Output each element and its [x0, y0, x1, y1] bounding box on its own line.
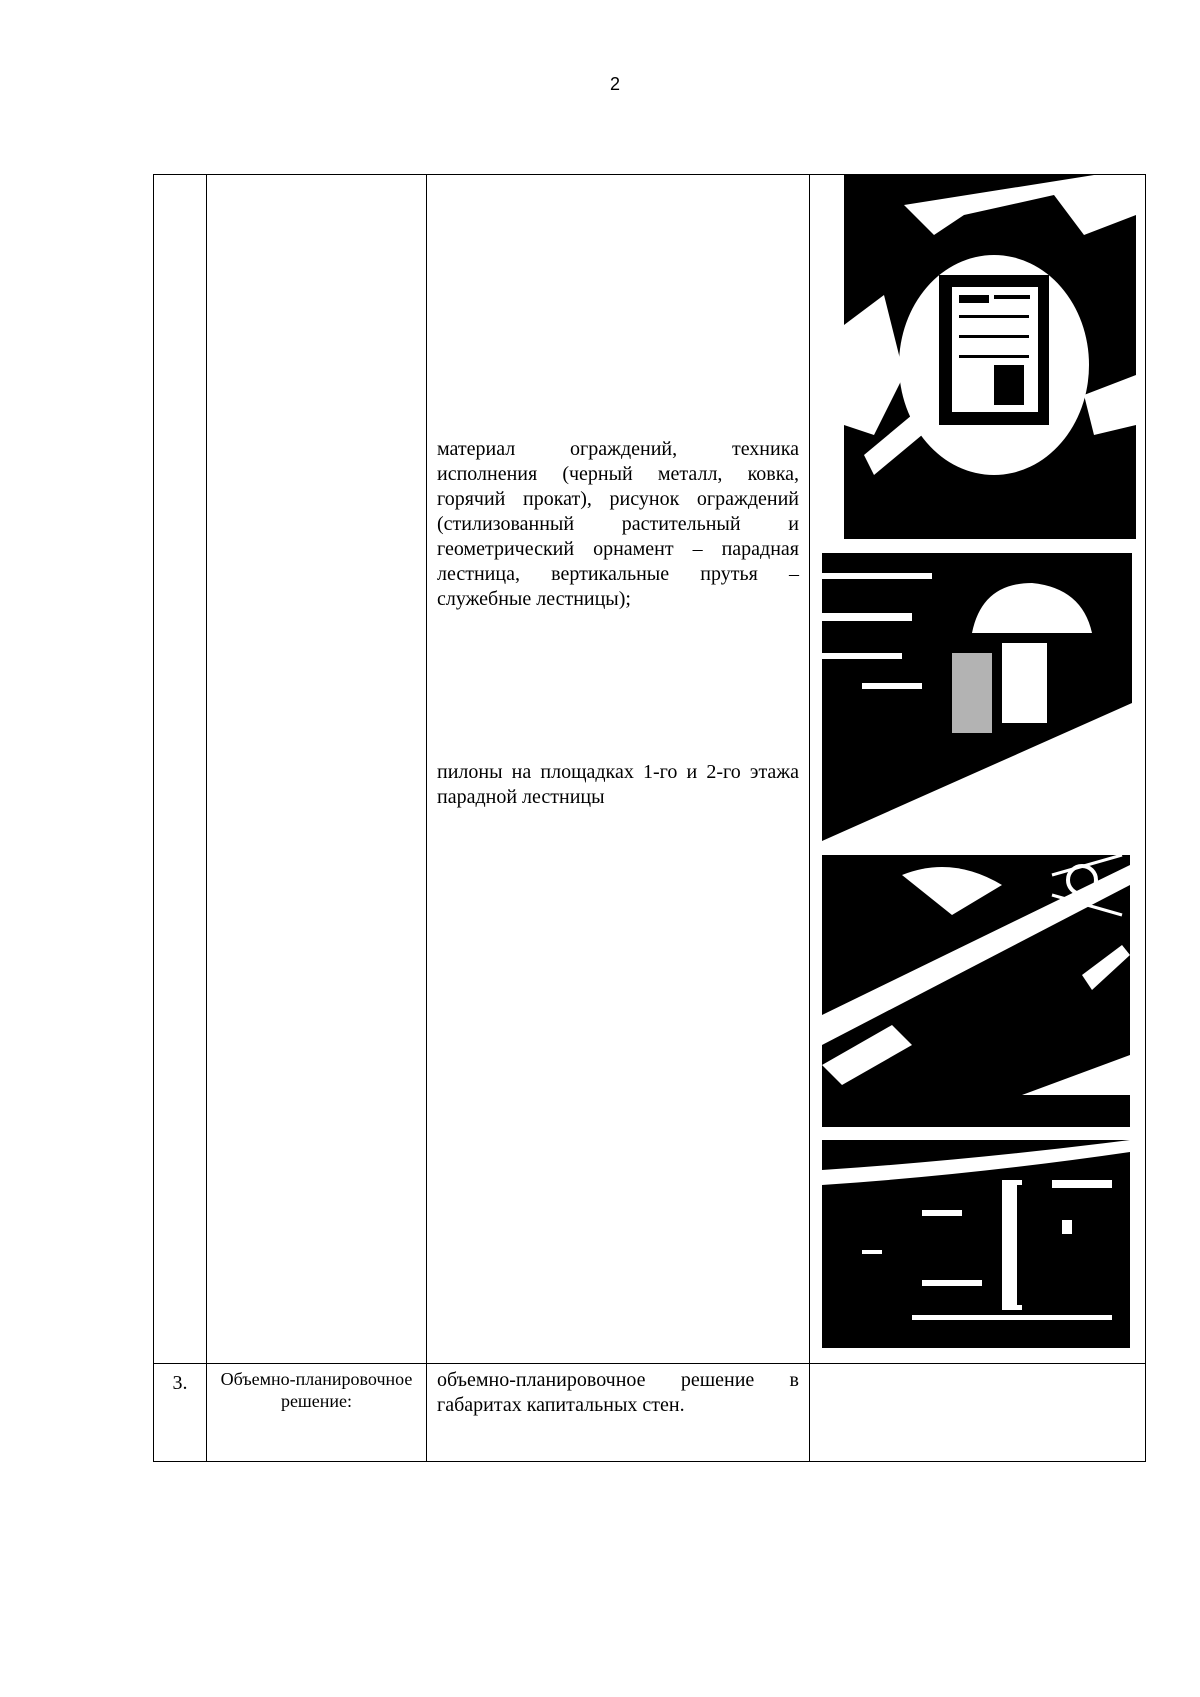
staircase-ceiling-photo: [844, 175, 1136, 539]
table-row: [154, 1364, 1146, 1462]
row-title: Объемно-планировочное решение:: [207, 1364, 427, 1462]
row-photo-cell: [810, 1364, 1146, 1462]
railing-ornament-photo: [822, 855, 1130, 1127]
row-title-cell: [207, 175, 427, 1364]
staircase-window-photo: [822, 553, 1132, 841]
pylon-description: пилоны на площадках 1-го и 2-го этажа парадной лестницы: [437, 761, 799, 808]
protection-subject-table: [153, 174, 1146, 1462]
row-photo-cell: [810, 175, 1146, 1364]
row-number: 3.: [154, 1364, 207, 1462]
pylon-landing-photo: [822, 1140, 1130, 1348]
railing-description: материал ограждений, техника исполнения (черный металл, ковка, горячий прокат), рисунок ограждений (стилизованный растительный и геометрический орнамент – парадная лестница, вертикальные прутья – служебные лестницы);: [437, 438, 799, 610]
table-row: [154, 175, 1146, 1364]
page-number: 2: [609, 74, 620, 94]
row-description-cell: [427, 175, 810, 1364]
row-description: объемно-планировочное решение в габаритах капитальных стен.: [427, 1364, 810, 1462]
row-number-cell: [154, 175, 207, 1364]
